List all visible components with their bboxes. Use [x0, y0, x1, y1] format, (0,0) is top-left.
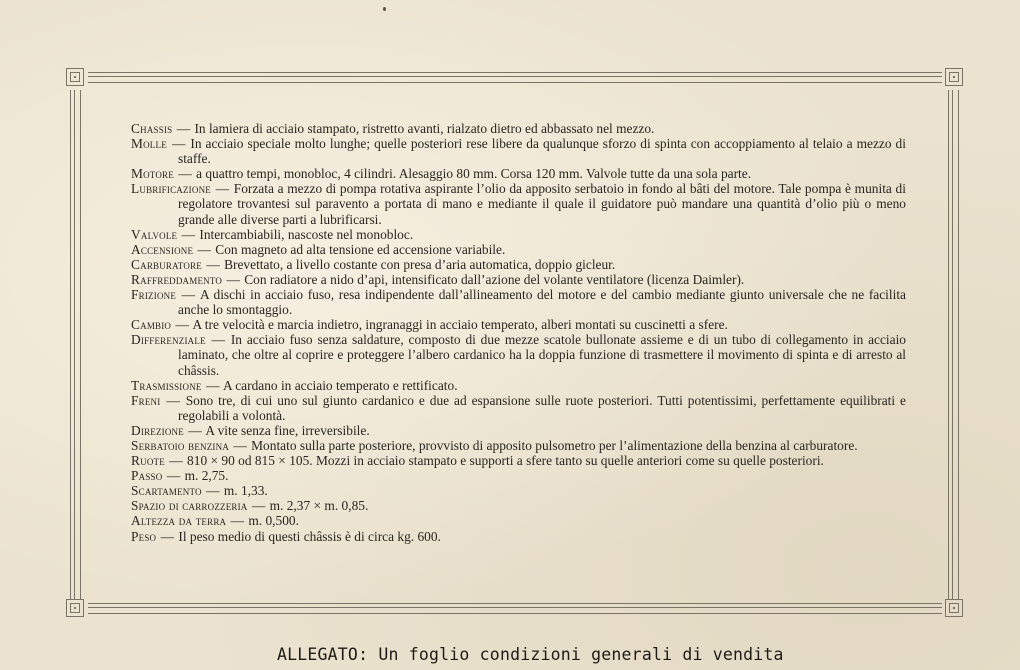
spec-term: Carburatore	[131, 256, 202, 272]
spec-term: Differenziale	[131, 332, 206, 348]
spec-text: In acciaio fuso senza saldature, composto di due mezze scatole bullonate assieme e di un tubo di collegamento in acciaio laminato, che oltre al coprire e proteggere l’albero cardanico ha la doppia funzione di trasmettere il movimento di spinta e di arresto al châssis.	[178, 332, 906, 378]
spec-separator: —	[169, 453, 183, 469]
spec-text: 810 × 90 od 815 × 105. Mozzi in acciaio stampato e supporti a sfere tanto su quelle anteriori come su quelle posteriori.	[187, 453, 824, 469]
spec-text: m. 1,33.	[223, 483, 268, 499]
spec-text: In acciaio speciale molto lunghe; quelle posteriori rese libere da qualunque sforzo di spinta con accoppiamento al telaio a mezzo di staffe.	[178, 136, 906, 167]
spec-text: Con radiatore a nido d’api, intensificato dall’azione del volante ventilatore (licenza Daimler).	[244, 271, 745, 287]
spec-term: Direzione	[131, 422, 184, 438]
spec-term: Spazio di carrozzeria	[131, 498, 248, 514]
spec-separator: —	[226, 271, 240, 287]
spec-text: A tre velocità e marcia indietro, ingranaggi in acciaio temperato, alberi montati su cuscinetti a sfere.	[192, 317, 728, 333]
spec-item-motore	[131, 166, 906, 181]
spec-separator: —	[251, 498, 266, 514]
spec-item-chassis	[131, 121, 906, 136]
spec-text: a quattro tempi, monobloc, 4 cilindri. Alesaggio 80 mm. Corsa 120 mm. Valvole tutte da una sola parte.	[196, 166, 752, 182]
spec-term: Molle	[131, 136, 167, 152]
spec-separator: —	[166, 468, 181, 484]
spec-term: Peso	[131, 528, 157, 544]
frame-corner-ornament-top-left	[66, 68, 84, 86]
spec-term: Ruote	[131, 453, 165, 469]
spec-term: Scartamento	[131, 483, 202, 499]
spec-text: A vite senza fine, irreversibile.	[205, 422, 370, 438]
spec-term: Cambio	[131, 317, 172, 333]
specification-list	[131, 121, 906, 544]
spec-separator: —	[188, 422, 202, 438]
spec-text: Intercambiabili, nascoste nel monobloc.	[199, 226, 414, 242]
spec-text: Sono tre, di cui uno sul giunto cardanico e due ad espansione sulle ruote posteriori. Tutti potentissimi, perfettamente equilibrati e regolabili a volontà.	[178, 392, 906, 423]
spec-term: Lubrificazione	[131, 181, 211, 197]
spec-item-freni	[131, 393, 906, 423]
spec-term: Motore	[131, 166, 174, 182]
spec-term: Altezza da terra	[131, 513, 227, 529]
spec-text: Montato sulla parte posteriore, provvisto di apposito pulsometro per l’alimentazione della benzina al carburatore.	[251, 437, 858, 453]
spec-text: In lamiera di acciaio stampato, ristretto avanti, rialzato dietro ed abbassato nel mezzo.	[194, 121, 655, 136]
spec-separator: —	[175, 317, 189, 333]
spec-term: Raffreddamento	[131, 271, 223, 287]
spec-item-molle	[131, 136, 906, 166]
spec-separator: —	[206, 256, 220, 272]
spec-text: m. 2,37 × m. 0,85.	[269, 498, 369, 514]
spec-separator: —	[181, 287, 196, 303]
spec-item-valvole	[131, 227, 906, 242]
frame-corner-ornament-bottom-left	[66, 599, 84, 617]
spec-separator: —	[211, 332, 225, 348]
frame-corner-ornament-bottom-right	[945, 599, 963, 617]
spec-separator: —	[160, 528, 174, 544]
spec-term: Frizione	[131, 287, 177, 303]
spec-text: Con magneto ad alta tensione ed accensione variabile.	[215, 241, 506, 257]
spec-term: Valvole	[131, 226, 178, 242]
spec-separator: —	[230, 513, 244, 529]
spec-separator: —	[205, 377, 220, 393]
ink-speck	[383, 7, 386, 11]
spec-item-differenziale	[131, 332, 906, 377]
spec-item-scartamento	[131, 483, 906, 498]
spec-text: Il peso medio di questi châssis è di circa kg. 600.	[178, 528, 441, 544]
spec-separator: —	[215, 181, 230, 197]
frame-border-bottom	[88, 603, 942, 614]
spec-item-lubrificazione	[131, 181, 906, 226]
spec-item-spazio-di-carrozzeria	[131, 498, 906, 513]
spec-text: m. 0,500.	[248, 513, 299, 529]
spec-term: Trasmissione	[131, 377, 202, 393]
spec-text: A dischi in acciaio fuso, resa indipendente dall’allineamento del motore e del cambio mediante giunto universale che ne facilita anche lo smontaggio.	[178, 287, 906, 318]
spec-separator: —	[171, 136, 186, 152]
frame-border-right	[948, 90, 959, 600]
spec-item-peso	[131, 529, 906, 544]
frame-border-left	[70, 90, 81, 600]
spec-term: Chassis	[131, 121, 173, 136]
spec-text: Forzata a mezzo di pompa rotativa aspirante l’olio da apposito serbatoio in fondo al bâti del motore. Tale pompa è munita di regolatore trovantesi sul paravento a portata di mano e mediante il quale il guidatore può mandare una quantità d’olio più o meno grande alle diverse parti a lubrificarsi.	[178, 181, 906, 227]
spec-separator: —	[233, 437, 247, 453]
spec-term: Accensione	[131, 241, 194, 257]
spec-item-cambio	[131, 317, 906, 332]
footer-attachment-note: ALLEGATO: Un foglio condizioni generali di vendita	[277, 645, 784, 664]
spec-item-trasmissione	[131, 378, 906, 393]
spec-term: Passo	[131, 468, 163, 484]
spec-item-ruote	[131, 453, 906, 468]
spec-term: Freni	[131, 392, 161, 408]
spec-text: m. 2,75.	[184, 468, 229, 484]
spec-item-raffreddamento	[131, 272, 906, 287]
frame-corner-ornament-top-right	[945, 68, 963, 86]
spec-item-altezza-da-terra	[131, 513, 906, 528]
spec-item-passo	[131, 468, 906, 483]
spec-separator: —	[181, 226, 195, 242]
spec-separator: —	[176, 121, 191, 136]
spec-text: Brevettato, a livello costante con presa d’aria automatica, doppio gicleur.	[224, 256, 616, 272]
spec-item-direzione	[131, 423, 906, 438]
spec-term: Serbatoio benzina	[131, 437, 230, 453]
spec-item-accensione	[131, 242, 906, 257]
frame-border-top	[88, 72, 942, 83]
spec-separator: —	[178, 166, 192, 182]
spec-separator: —	[166, 392, 180, 408]
spec-separator: —	[206, 483, 220, 499]
spec-separator: —	[197, 241, 211, 257]
spec-item-frizione	[131, 287, 906, 317]
spec-item-serbatoio-benzina	[131, 438, 906, 453]
spec-item-carburatore	[131, 257, 906, 272]
spec-text: A cardano in acciaio temperato e rettificato.	[222, 377, 458, 393]
